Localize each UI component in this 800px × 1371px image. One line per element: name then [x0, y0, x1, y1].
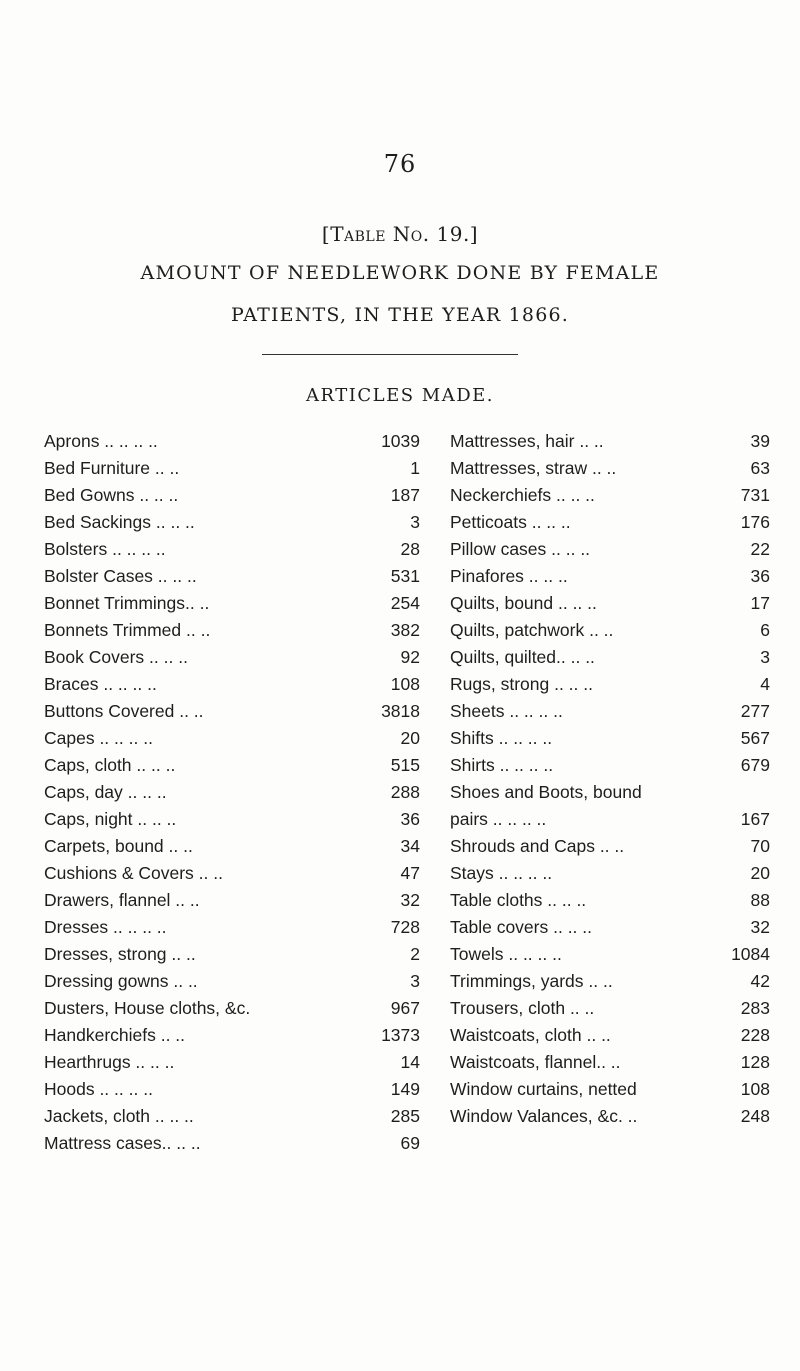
- item-quantity: 285: [390, 1106, 420, 1126]
- item-quantity: 1373: [381, 1025, 420, 1045]
- item-name: Bolsters .. .. .. ..: [44, 539, 166, 559]
- item-row: [450, 482, 770, 509]
- item-row: [450, 725, 770, 752]
- item-name: Bed Furniture .. ..: [44, 458, 180, 478]
- item-row: [450, 860, 770, 887]
- item-name: Table covers .. .. ..: [450, 917, 592, 937]
- item-row: [450, 536, 770, 563]
- item-name: Mattress cases.. .. ..: [44, 1133, 201, 1153]
- item-name: Aprons .. .. .. ..: [44, 431, 158, 451]
- item-quantity: 283: [740, 998, 770, 1018]
- item-name: Quilts, quilted.. .. ..: [450, 647, 595, 667]
- item-quantity: 32: [750, 917, 770, 937]
- item-name: Bonnets Trimmed .. ..: [44, 620, 211, 640]
- item-row: [44, 482, 424, 509]
- item-quantity: 149: [390, 1079, 420, 1099]
- item-row: [450, 887, 770, 914]
- item-name: Rugs, strong .. .. ..: [450, 674, 593, 694]
- item-row: [44, 536, 424, 563]
- item-row: [44, 995, 424, 1022]
- item-name: Capes .. .. .. ..: [44, 728, 153, 748]
- item-row: [44, 455, 424, 482]
- item-quantity: 6: [760, 620, 770, 640]
- item-quantity: 3: [760, 647, 770, 667]
- item-row: [450, 1103, 770, 1130]
- item-name: Window curtains, netted: [450, 1079, 637, 1099]
- item-row: [44, 860, 424, 887]
- item-name: Dresses .. .. .. ..: [44, 917, 167, 937]
- item-name: pairs .. .. .. ..: [450, 809, 547, 829]
- item-name: Quilts, patchwork .. ..: [450, 620, 614, 640]
- item-row: [44, 671, 424, 698]
- item-row: [44, 590, 424, 617]
- item-quantity: 728: [390, 917, 420, 937]
- item-quantity: 14: [400, 1052, 420, 1072]
- item-row: [450, 1076, 770, 1103]
- left-column: [44, 428, 424, 1157]
- item-name: Waistcoats, cloth .. ..: [450, 1025, 611, 1045]
- item-quantity: 167: [740, 809, 770, 829]
- item-row: [44, 914, 424, 941]
- item-row: [44, 563, 424, 590]
- item-quantity: 22: [750, 539, 770, 559]
- section-heading: ARTICLES MADE.: [306, 385, 494, 406]
- item-quantity: 1084: [731, 944, 770, 964]
- item-name: Hoods .. .. .. ..: [44, 1079, 153, 1099]
- item-row: [450, 1049, 770, 1076]
- item-row: [44, 698, 424, 725]
- item-row: [44, 644, 424, 671]
- item-row: [450, 455, 770, 482]
- item-row: [44, 509, 424, 536]
- item-quantity: 92: [400, 647, 420, 667]
- item-quantity: 20: [400, 728, 420, 748]
- item-row: [450, 590, 770, 617]
- item-row: [450, 1022, 770, 1049]
- item-quantity: 531: [390, 566, 420, 586]
- item-row: [44, 1049, 424, 1076]
- item-quantity: 39: [750, 431, 770, 451]
- item-quantity: 187: [390, 485, 420, 505]
- item-name: Bed Sackings .. .. ..: [44, 512, 195, 532]
- item-quantity: 36: [400, 809, 420, 829]
- item-quantity: 4: [760, 674, 770, 694]
- item-row: [44, 428, 424, 455]
- item-quantity: 32: [400, 890, 420, 910]
- item-name: Sheets .. .. .. ..: [450, 701, 563, 721]
- item-name: Shoes and Boots, bound: [450, 782, 642, 802]
- item-quantity: 382: [390, 620, 420, 640]
- item-row: [44, 806, 424, 833]
- divider-rule: [262, 354, 518, 355]
- item-name: Waistcoats, flannel.. ..: [450, 1052, 621, 1072]
- item-name: Trimmings, yards .. ..: [450, 971, 613, 991]
- item-row: [44, 1130, 424, 1157]
- item-name: Buttons Covered .. ..: [44, 701, 204, 721]
- item-name: Shirts .. .. .. ..: [450, 755, 554, 775]
- item-row: [44, 1076, 424, 1103]
- item-quantity: 731: [740, 485, 770, 505]
- item-quantity: 1: [410, 458, 420, 478]
- item-name: Dresses, strong .. ..: [44, 944, 196, 964]
- item-quantity: 3818: [381, 701, 420, 721]
- item-quantity: 176: [740, 512, 770, 532]
- item-name: Trousers, cloth .. ..: [450, 998, 595, 1018]
- item-quantity: 2: [410, 944, 420, 964]
- item-row: [44, 1103, 424, 1130]
- item-row: [44, 941, 424, 968]
- item-name: Shrouds and Caps .. ..: [450, 836, 625, 856]
- item-quantity: 248: [740, 1106, 770, 1126]
- item-quantity: 1039: [381, 431, 420, 451]
- item-row: [44, 725, 424, 752]
- item-name: Neckerchiefs .. .. ..: [450, 485, 595, 505]
- item-quantity: 288: [390, 782, 420, 802]
- item-name: Bed Gowns .. .. ..: [44, 485, 179, 505]
- item-name: Bolster Cases .. .. ..: [44, 566, 197, 586]
- item-quantity: 128: [740, 1052, 770, 1072]
- item-name: Braces .. .. .. ..: [44, 674, 157, 694]
- item-row: [450, 698, 770, 725]
- item-quantity: 69: [400, 1133, 420, 1153]
- item-quantity: 679: [740, 755, 770, 775]
- item-row: [450, 671, 770, 698]
- item-name: Carpets, bound .. ..: [44, 836, 193, 856]
- item-quantity: 277: [740, 701, 770, 721]
- item-quantity: 47: [400, 863, 420, 883]
- title-line-2: PATIENTS, IN THE YEAR 1866.: [230, 304, 570, 326]
- item-quantity: 567: [740, 728, 770, 748]
- item-row: [450, 806, 770, 833]
- item-name: Book Covers .. .. ..: [44, 647, 188, 667]
- item-quantity: 88: [750, 890, 770, 910]
- item-name: Mattresses, straw .. ..: [450, 458, 617, 478]
- item-name: Hearthrugs .. .. ..: [44, 1052, 175, 1072]
- item-quantity: 3: [410, 512, 420, 532]
- item-row: [44, 833, 424, 860]
- item-row: [450, 833, 770, 860]
- item-name: Caps, day .. .. ..: [44, 782, 167, 802]
- item-name: Cushions & Covers .. ..: [44, 863, 223, 883]
- item-name: Pinafores .. .. ..: [450, 566, 568, 586]
- item-name: Mattresses, hair .. ..: [450, 431, 604, 451]
- item-row: [450, 779, 770, 806]
- item-row: [450, 644, 770, 671]
- item-name: Caps, cloth .. .. ..: [44, 755, 176, 775]
- item-name: Caps, night .. .. ..: [44, 809, 177, 829]
- item-quantity: 17: [750, 593, 770, 613]
- item-name: Shifts .. .. .. ..: [450, 728, 553, 748]
- item-quantity: 967: [390, 998, 420, 1018]
- item-quantity: 3: [410, 971, 420, 991]
- item-quantity: 515: [390, 755, 420, 775]
- item-name: Bonnet Trimmings.. ..: [44, 593, 210, 613]
- item-quantity: 28: [400, 539, 420, 559]
- item-row: [44, 1022, 424, 1049]
- item-name: Dusters, House cloths, &c.: [44, 998, 251, 1018]
- item-row: [450, 995, 770, 1022]
- item-quantity: 36: [750, 566, 770, 586]
- item-row: [450, 428, 770, 455]
- item-name: Dressing gowns .. ..: [44, 971, 198, 991]
- item-quantity: 254: [390, 593, 420, 613]
- item-row: [44, 752, 424, 779]
- item-quantity: 20: [750, 863, 770, 883]
- page-number: 76: [383, 150, 417, 178]
- item-row: [450, 968, 770, 995]
- item-row: [450, 563, 770, 590]
- item-row: [450, 914, 770, 941]
- title-line-1: AMOUNT OF NEEDLEWORK DONE BY FEMALE: [140, 262, 660, 284]
- item-quantity: 63: [750, 458, 770, 478]
- item-name: Stays .. .. .. ..: [450, 863, 553, 883]
- item-name: Table cloths .. .. ..: [450, 890, 587, 910]
- item-name: Handkerchiefs .. ..: [44, 1025, 186, 1045]
- item-row: [450, 617, 770, 644]
- item-row: [450, 941, 770, 968]
- item-row: [44, 617, 424, 644]
- item-row: [44, 779, 424, 806]
- item-name: Window Valances, &c. ..: [450, 1106, 638, 1126]
- right-column: [450, 428, 770, 1130]
- item-row: [44, 968, 424, 995]
- table-label: [Table No. 19.]: [321, 222, 479, 246]
- item-name: Pillow cases .. .. ..: [450, 539, 591, 559]
- item-quantity: 108: [390, 674, 420, 694]
- item-name: Drawers, flannel .. ..: [44, 890, 200, 910]
- item-row: [450, 509, 770, 536]
- item-name: Towels .. .. .. ..: [450, 944, 562, 964]
- item-name: Quilts, bound .. .. ..: [450, 593, 597, 613]
- item-quantity: 34: [400, 836, 420, 856]
- item-row: [44, 887, 424, 914]
- item-quantity: 42: [750, 971, 770, 991]
- item-name: Jackets, cloth .. .. ..: [44, 1106, 194, 1126]
- item-row: [450, 752, 770, 779]
- item-quantity: 70: [750, 836, 770, 856]
- item-name: Petticoats .. .. ..: [450, 512, 571, 532]
- item-quantity: 108: [740, 1079, 770, 1099]
- item-quantity: 228: [740, 1025, 770, 1045]
